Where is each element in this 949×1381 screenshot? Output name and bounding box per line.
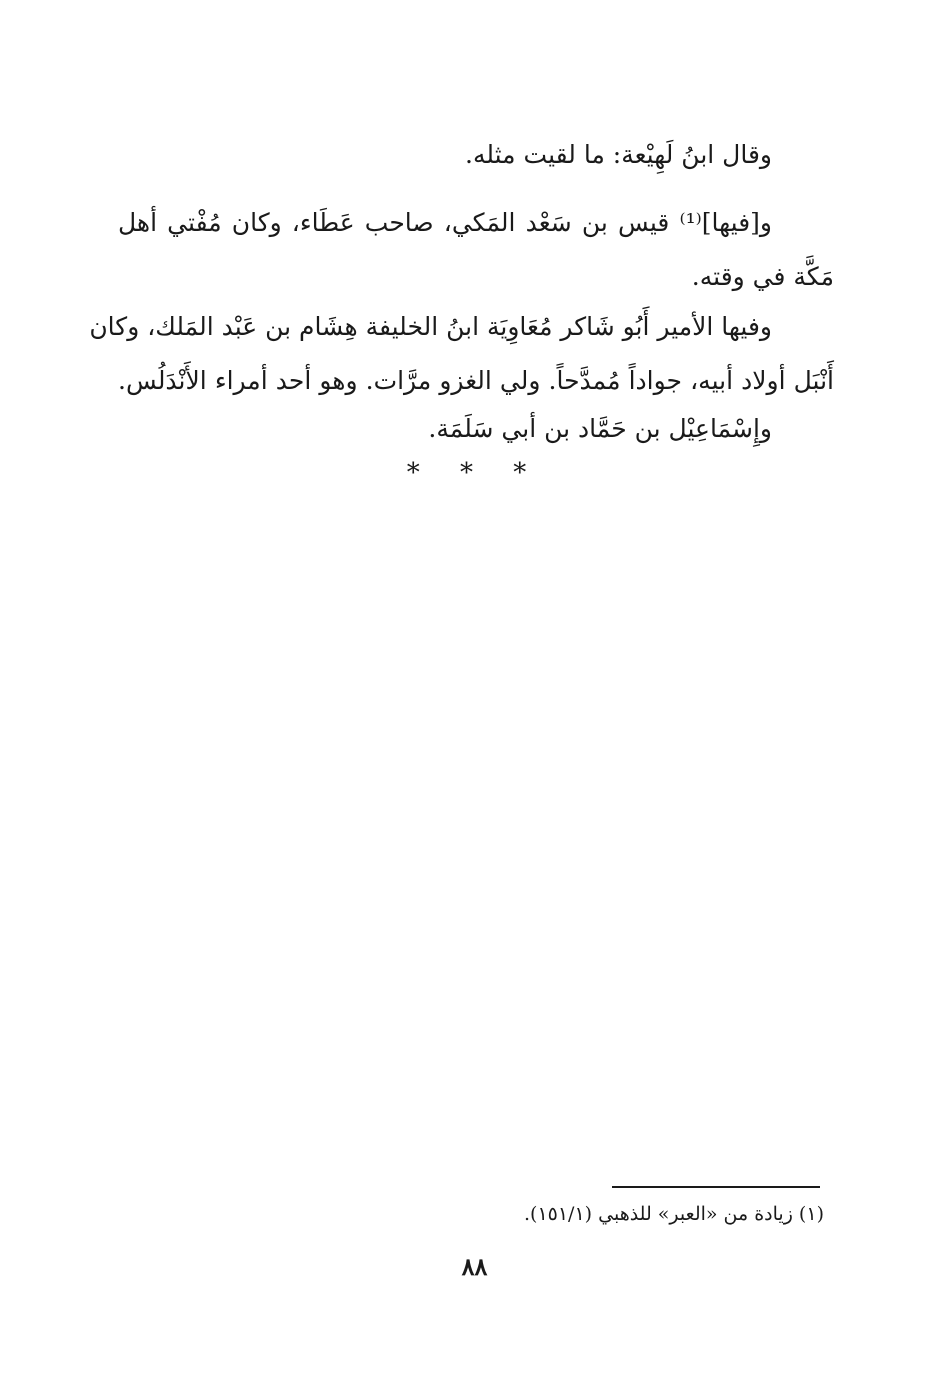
paragraph-1 (118, 128, 834, 182)
text-line: وإِسْمَاعِيْل بن حَمَّاد بن أبي سَلَمَة. (428, 414, 772, 443)
text-line: مَكَّة في وقته. (691, 262, 834, 291)
footnote-divider (612, 1186, 820, 1188)
paragraph-3 (89, 300, 834, 456)
text-line: أَنْبَل أولاد أبيه، جواداً مُمدَّحاً. ولي الغزو مرَّات. وهو أحد أمراء الأَنْدَلُس. (118, 366, 834, 395)
text-line: وقال ابنُ لَهِيْعة: ما لقيت مثله. (465, 140, 772, 169)
section-separator: * * * (406, 458, 543, 488)
footnote: (١) زيادة من «العبر» للذهبي (١٥١/١). (523, 1203, 824, 1225)
text-line: و[فيها]⁽¹⁾ قيس بن سَعْد المَكي، صاحب عَطَاء، وكان مُفْتي أهل (118, 208, 772, 237)
page-number: ٨٨ (461, 1252, 488, 1281)
paragraph-2 (118, 196, 834, 304)
text-line: وفيها الأمير أَبُو شَاكر مُعَاوِيَة ابنُ الخليفة هِشَام بن عَبْد المَلك، وكان (89, 312, 772, 341)
